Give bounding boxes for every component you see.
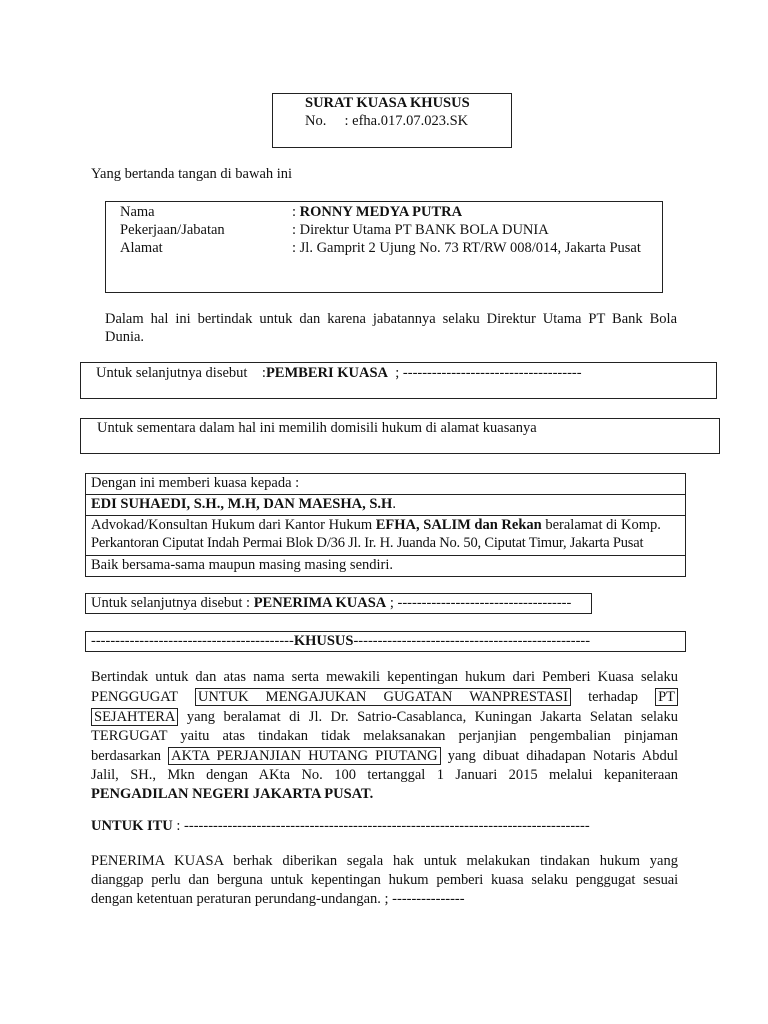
kuasa-table: [85, 473, 686, 577]
akta-box: AKTA PERJANJIAN HUTANG PIUTANG: [168, 747, 441, 765]
pt-box: PT: [655, 688, 678, 706]
domisili-box: [80, 418, 720, 454]
intro-text: Yang bertanda tangan di bawah ini: [91, 166, 293, 182]
document-title: SURAT KUASA KHUSUS: [305, 95, 470, 111]
kuasa-names: EDI SUHAEDI, S.H., M.H, DAN MAESHA, S.H.: [91, 496, 396, 512]
khusus-heading: KHUSUS: [293, 633, 354, 649]
closing-line-2: dianggap perlu dan berguna untuk kepentingan hukum pemberi kuasa selaku penggugat sesuai: [91, 872, 678, 888]
penerima-role: PENERIMA KUASA: [253, 595, 387, 611]
acting-line-2: Dunia.: [105, 329, 145, 345]
kuasa-divider-3: [86, 555, 685, 556]
identity-box: [105, 201, 663, 293]
untuk-itu-line: UNTUK ITU : ------------------------------------------------------------------------------------: [91, 818, 590, 834]
value-nama: RONNY MEDYA PUTRA: [299, 204, 463, 220]
body-line-6: Jalil, SH., Mkn dengan AKta No. 100 tertanggal 1 Januari 2015 melalui kepaniteraan: [91, 767, 678, 783]
domisili-text: Untuk sementara dalam hal ini memilih domisili hukum di alamat kuasanya: [97, 420, 537, 436]
body-line-7: PENGADILAN NEGERI JAKARTA PUSAT.: [91, 786, 374, 802]
body-line-5: berdasarkan AKTA PERJANJIAN HUTANG PIUTANG yang dibuat dihadapan Notaris Abdul: [91, 748, 679, 764]
number-label: No.: [305, 113, 327, 129]
kuasa-office-line-2: Perkantoran Ciputat Indah Permai Blok D/36 Jl. Ir. H. Juanda No. 50, Ciputat Timur, Jakarta Pusat: [91, 535, 644, 551]
pemberi-kuasa-box: Untuk selanjutnya disebut :PEMBERI KUASA ; -------------------------------------: [80, 362, 717, 399]
header-box: [272, 93, 512, 148]
body-line-4: TERGUGAT yaitu atas tindakan tidak melaksanakan perjanjian pengembalian pinjaman: [91, 728, 678, 744]
label-alamat: Alamat: [120, 240, 163, 256]
kuasa-office-line-1: Advokad/Konsultan Hukum dari Kantor Hukum EFHA, SALIM dan Rekan beralamat di Komp.: [91, 517, 661, 533]
sejahtera-box: SEJAHTERA: [91, 708, 178, 726]
closing-line-3: dengan ketentuan peraturan perundang-undangan. ; ---------------: [91, 891, 465, 907]
body-line-2: PENGGUGAT UNTUK MENGAJUKAN GUGATAN WANPRESTASI terhadap PT: [91, 687, 678, 707]
gugatan-box: UNTUK MENGAJUKAN GUGATAN WANPRESTASI: [195, 688, 571, 706]
pemberi-suffix: ; -------------------------------------: [395, 365, 582, 381]
penerima-kuasa-box: [85, 593, 592, 614]
identity-labels: [120, 203, 225, 257]
khusus-box: ------------------------------------------KHUSUS-------------------------------------------------: [85, 631, 686, 652]
value-alamat: Jl. Gamprit 2 Ujung No. 73 RT/RW 008/014, Jakarta Pusat: [299, 240, 641, 256]
pemberi-prefix: Untuk selanjutnya disebut: [96, 365, 248, 381]
identity-values: : RONNY MEDYA PUTRA : Direktur Utama PT BANK BOLA DUNIA : Jl. Gamprit 2 Ujung No. 73 RT/RW 008/014, Jakarta Pusat: [292, 204, 641, 256]
kuasa-together: Baik bersama-sama maupun masing masing sendiri.: [91, 557, 394, 573]
untuk-itu-label: UNTUK ITU: [91, 818, 173, 834]
label-pekerjaan: Pekerjaan/Jabatan: [120, 222, 225, 238]
body-line-3: SEJAHTERA yang beralamat di Jl. Dr. Satrio-Casablanca, Kuningan Jakarta Selatan selaku: [91, 707, 678, 727]
value-pekerjaan: Direktur Utama PT BANK BOLA DUNIA: [299, 222, 549, 238]
closing-line-1: PENERIMA KUASA berhak diberikan segala hak untuk melakukan tindakan hukum yang: [91, 853, 678, 869]
kuasa-divider-1: [86, 494, 685, 495]
number-value: : efha.017.07.023.SK: [344, 113, 469, 129]
office-name: EFHA, SALIM dan Rekan: [375, 517, 542, 533]
pemberi-role: PEMBERI KUASA: [265, 365, 389, 381]
acting-line-1: Dalam hal ini bertindak untuk dan karena jabatannya selaku Direktur Utama PT Bank Bola: [105, 311, 677, 327]
document-number: [305, 113, 468, 130]
closing-paragraph: [91, 852, 678, 909]
body-paragraph: [91, 667, 678, 804]
label-nama: Nama: [120, 204, 155, 220]
body-line-1: Bertindak untuk dan atas nama serta mewakili kepentingan hukum dari Pemberi Kuasa selaku: [91, 669, 678, 685]
penerima-suffix: ; ------------------------------------: [389, 595, 572, 611]
kuasa-heading: Dengan ini memberi kuasa kepada :: [91, 475, 300, 491]
kuasa-divider-2: [86, 515, 685, 516]
penerima-prefix: Untuk selanjutnya disebut :: [91, 595, 251, 611]
